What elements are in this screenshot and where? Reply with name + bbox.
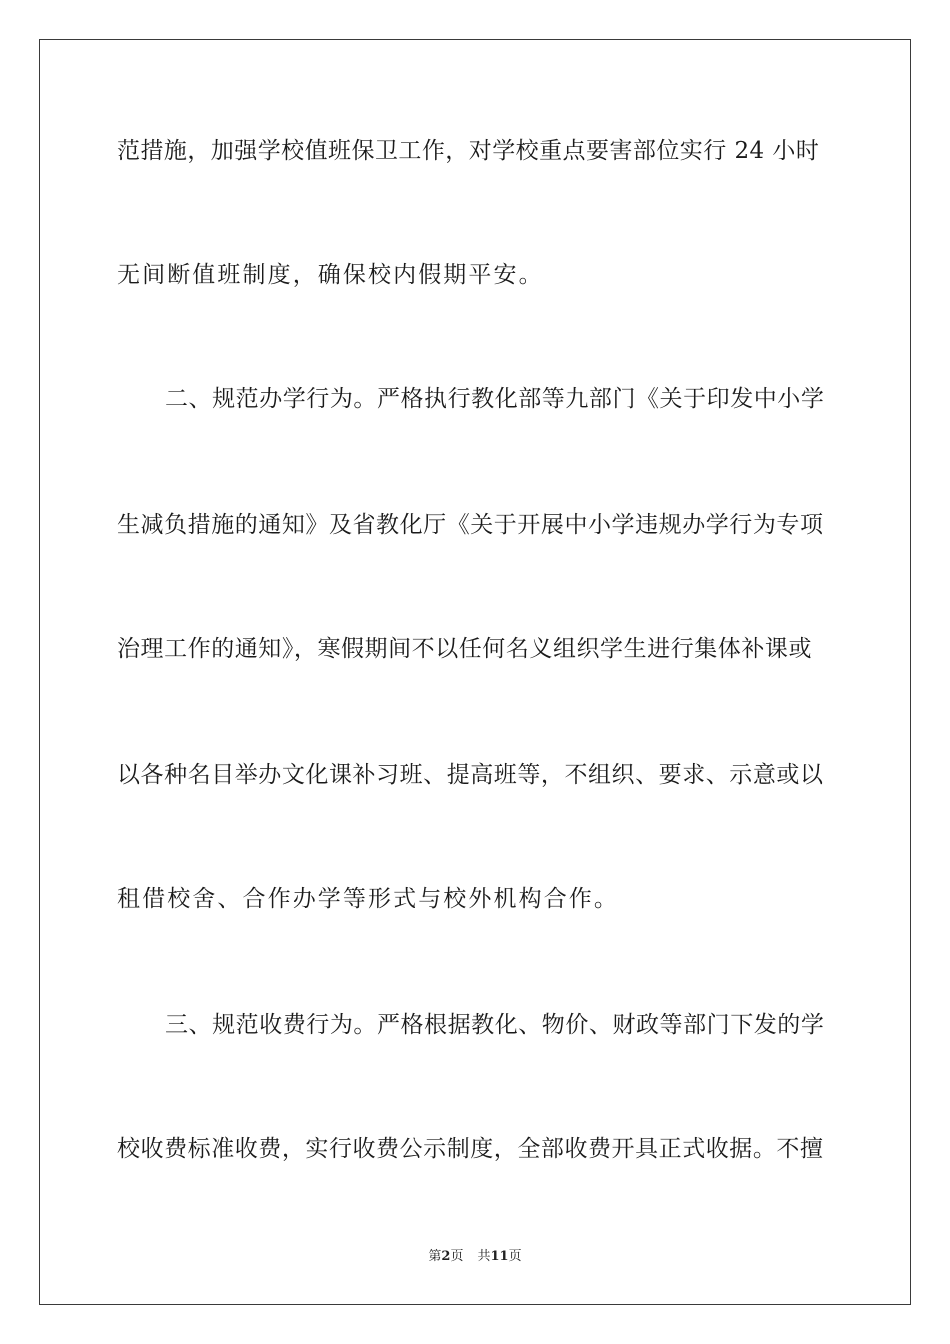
body-text-line: 治理工作的通知》，寒假期间不以任何名义组织学生进行集体补课或 (117, 636, 812, 662)
body-text-line: 以各种名目举办文化课补习班、提高班等，不组织、要求、示意或以 (117, 762, 824, 788)
body-text-line: 范措施，加强学校值班保卫工作，对学校重点要害部位实行 24 小时 (117, 138, 820, 164)
page-suffix: 页 (450, 1249, 464, 1264)
total-suffix: 页 (508, 1249, 522, 1264)
section-2-first-line: 二、规范办学行为。严格执行教化部等九部门《关于印发中小学 (165, 386, 825, 412)
total-prefix: 共 (477, 1249, 491, 1264)
page-border (39, 39, 911, 1305)
body-text-line: 租借校舍、合作办学等形式与校外机构合作。 (117, 886, 619, 912)
page-prefix: 第 (428, 1249, 442, 1264)
body-text-line: 生减负措施的通知》及省教化厅《关于开展中小学违规办学行为专项 (117, 512, 824, 538)
page-number: 2 (441, 1249, 451, 1264)
body-text-line: 无间断值班制度，确保校内假期平安。 (117, 262, 544, 288)
body-text-line: 校收费标准收费，实行收费公示制度，全部收费开具正式收据。不擅 (117, 1136, 824, 1162)
total-pages: 11 (490, 1249, 509, 1264)
section-3-first-line: 三、规范收费行为。严格根据教化、物价、财政等部门下发的学 (165, 1012, 825, 1038)
page-footer (0, 1248, 950, 1266)
